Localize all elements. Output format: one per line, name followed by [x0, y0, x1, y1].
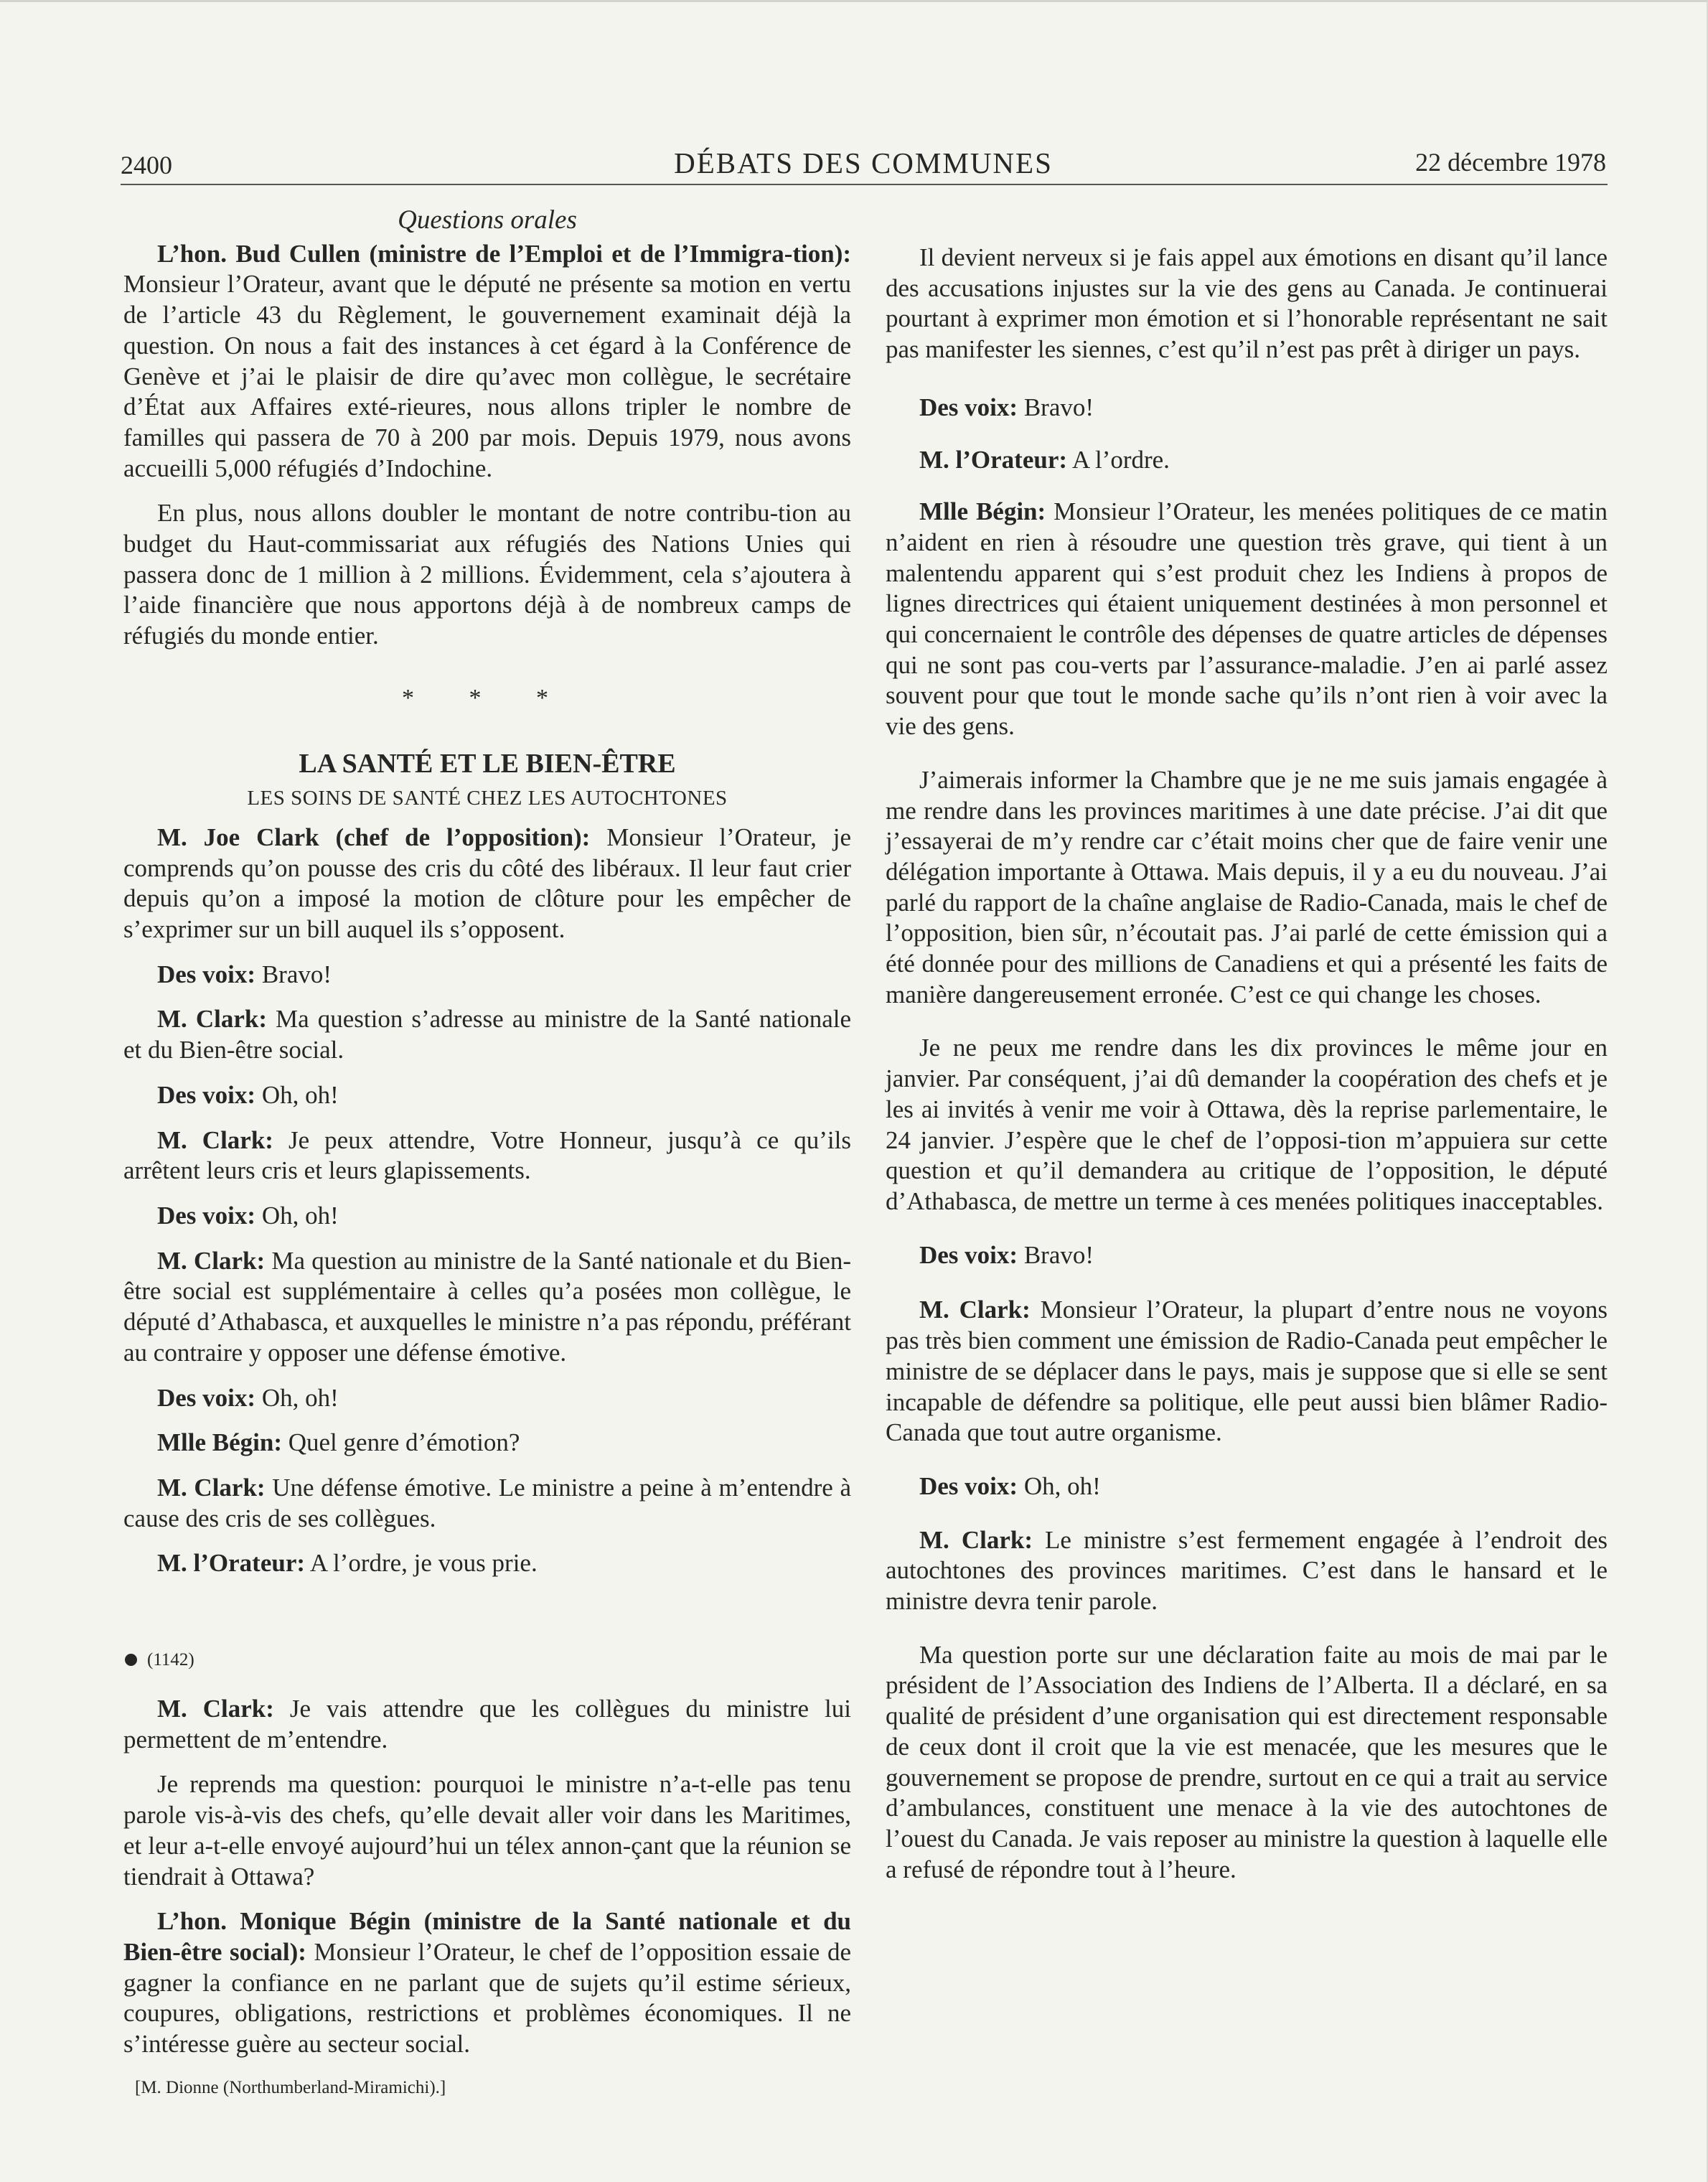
speech-paragraph: Il devient nerveux si je fais appel aux émotions en disant qu’il lance des accusations injustes sur la vie des gens au Canada. Je continuerai pourtant à exprimer mon émotion et si l’honorable représentant ne sait pas manifester les siennes, c’est qu’il n’est pas prêt à diriger un pays. [886, 243, 1608, 364]
speech-paragraph [886, 497, 1608, 742]
speaker-label: M. Joe Clark (chef de l’opposition): [157, 823, 591, 851]
left-column-top [123, 205, 851, 1593]
speech-paragraph [123, 1548, 851, 1579]
speaker-label: L’hon. Monique Bégin (ministre de la Santé nationale et du Bien-être social): [123, 1907, 851, 1966]
speech-paragraph [886, 1240, 1608, 1271]
speech-text: Bravo! [1018, 393, 1094, 421]
speaker-label: Des voix: [919, 1471, 1018, 1500]
speech-text: Bravo! [1018, 1240, 1094, 1269]
speech-text: Oh, oh! [255, 1080, 339, 1109]
speech-text: A l’ordre, je vous prie. [305, 1549, 538, 1578]
speech-paragraph [886, 1471, 1608, 1502]
speech-paragraph: Je reprends ma question: pourquoi le ministre n’a-t-elle pas tenu parole vis-à-vis des chefs, qu’elle devait aller voir dans les Maritimes, et leur a-t-elle envoyé aujourd’hui un télex annon-çant que la réunion se tiendrait à Ottawa? [123, 1770, 851, 1891]
speech-paragraph: Je ne peux me rendre dans les dix provinces le même jour en janvier. Par conséquent, j’ai dû demander la coopération des chefs et je les ai invités à venir me voir à Ottawa, dès la reprise parlementaire, le 24 janvier. J’espère que le chef de l’opposi-tion m’appuiera sur cette question et qu’il demandera au critique de l’opposition, le député d’Athabasca, de mettre un terme à ces menées politiques inacceptables. [886, 1034, 1608, 1215]
speech-paragraph [123, 1125, 851, 1186]
speaker-label: M. Clark: [157, 1246, 266, 1275]
time-marker-text: (1142) [147, 1650, 194, 1670]
speech-text: Bravo! [255, 960, 332, 988]
speech-text: Monsieur l’Orateur, je comprends qu’on pousse des cris du côté des libéraux. Il leur faut crier depuis qu’on a imposé la motion de clôture pour les empêcher de s’exprimer sur un bill auquel ils s’opposent. [123, 823, 851, 944]
speech-paragraph: J’aimerais informer la Chambre que je ne me suis jamais engagée à me rendre dans les provinces maritimes à une date précise. J’ai dit que j’essayerai de m’y rendre car c’était moins cher que de faire venir une délégation importante à Ottawa. Mais depuis, il y a eu du nouveau. J’ai parlé du rapport de la chaîne anglaise de Radio-Canada, mais le chef de l’opposition, bien sûr, n’écoutait pas. J’ai parlé de cette émission qui a été donnée pour des millions de Canadiens et qui a présenté les faits de manière dangereusement erronée. C’est ce qui change les choses. [886, 765, 1608, 1008]
speech-text: Monsieur l’Orateur, avant que le député ne présente sa motion en vertu de l’article 43 du Règlement, le gouvernement examinait déjà la question. On nous a fait des instances à cet égard à la Conférence de Genève et j’ai le plaisir de dire qu’avec mon collègue, le secrétaire d’État aux Affaires exté-rieures, nous allons tripler le nombre de familles qui passera de 70 à 200 par mois. Depuis 1979, nous avons accueilli 5,000 réfugiés d’Indochine. [123, 270, 851, 482]
speaker-label: M. Clark: [919, 1525, 1033, 1554]
speech-paragraph [123, 1246, 851, 1369]
section-separator: * * * [402, 684, 573, 711]
section-heading: LA SANTÉ ET LE BIEN-ÊTRE [299, 748, 676, 779]
speaker-label: Des voix: [157, 1383, 256, 1412]
page-number: 2400 [121, 151, 172, 179]
speech-paragraph [886, 1295, 1608, 1448]
footer-note: [M. Dionne (Northumberland-Miramichi).] [135, 2078, 446, 2097]
speech-text: Oh, oh! [255, 1383, 339, 1412]
speech-text: Je vais attendre que les collègues du ministre lui permettent de m’entendre. [123, 1695, 851, 1753]
speech-text: Oh, oh! [255, 1201, 339, 1230]
publication-title: DÉBATS DES COMMUNES [674, 146, 1053, 179]
speaker-label: Des voix: [919, 1240, 1018, 1269]
speaker-label: Des voix: [157, 960, 256, 988]
speaker-label: M. Clark: [157, 1125, 273, 1154]
speaker-label: Des voix: [157, 1201, 256, 1230]
left-column-bottom [123, 1694, 851, 2074]
speech-text: Ma question au ministre de la Santé nationale et du Bien-être social est supplémentaire à celles qu’a posées mon collègue, le député d’Athabasca, et auxquelles le ministre n’a pas répondu, préférant au contraire y opposer une défense émotive. [123, 1246, 851, 1367]
speech-text: Quel genre d’émotion? [282, 1428, 520, 1457]
section-subheading: LES SOINS DE SANTÉ CHEZ LES AUTOCHTONES [247, 787, 728, 810]
speech-paragraph: En plus, nous allons doubler le montant de notre contribu-tion au budget du Haut-commissariat aux réfugiés des Nations Unies qui passera donc de 1 million à 2 millions. Évidemment, cela s’ajoutera à l’aide financière que nous apportons déjà à de nombreux camps de réfugiés du monde entier. [123, 499, 851, 650]
bullet-dot-icon [125, 1654, 137, 1666]
speech-text: Monsieur l’Orateur, la plupart d’entre nous ne voyons pas très bien comment une émission de Radio-Canada peut empêcher le ministre de se déplacer dans le pays, mais je suppose que si elle se sent incapable de défendre sa politique, elle peut aussi bien blâmer Radio-Canada que tout autre organisme. [886, 1296, 1608, 1447]
speaker-label: Mlle Bégin: [919, 497, 1046, 526]
speech-paragraph [886, 1525, 1608, 1617]
running-head [121, 146, 1606, 183]
speaker-label: M. Clark: [157, 1473, 266, 1502]
time-marker [123, 1649, 194, 1671]
speech-paragraph [123, 1694, 851, 1755]
speech-paragraph: Ma question porte sur une déclaration faite au mois de mai par le président de l’Association des Indiens de l’Alberta. Il a déclaré, en sa qualité de président d’une organisation qui est directement responsable de ceux dont il croit que la vie est menacée, que les mesures que le gouvernement se propose de prendre, surtout en ce qui a trait au service d’ambulances, constituent une menace à la vie des autochtones de l’ouest du Canada. Je vais reposer au ministre la question à laquelle elle a refusé de répondre tout à l’heure. [886, 1640, 1608, 1883]
speech-text: Une défense émotive. Le ministre a peine à m’entendre à cause des cris de ses collègues. [123, 1473, 851, 1532]
speech-text: Monsieur l’Orateur, le chef de l’opposition essaie de gagner la confiance en ne parlant que de sujets qu’il estime sérieux, coupures, obligations, restrictions et problèmes économiques. Il ne s’intéresse guère au secteur social. [123, 1937, 852, 2059]
speaker-label: M. l’Orateur: [157, 1549, 306, 1578]
header-rule [121, 184, 1608, 185]
speech-text: Ma question s’adresse au ministre de la Santé nationale et du Bien-être social. [123, 1005, 851, 1064]
speech-paragraph [886, 445, 1608, 476]
speech-text: Monsieur l’Orateur, les menées politiques de ce matin n’aident en rien à résoudre une question très grave, qui tient à un malentendu apparent qui s’est produit chez les Indiens à propos de lignes directrices qui étaient uniquement destinées à mon personnel et qui concernaient le contrôle des dépenses de quatre articles de dépenses qui ne sont pas cou-verts par l’assurance-maladie. J’en ai parlé assez souvent pour que tout le monde sache qu’ils n’ont rien à voir avec la vie des gens. [886, 497, 1608, 741]
speech-paragraph [123, 1004, 851, 1065]
speech-paragraph [123, 1201, 851, 1232]
speech-paragraph [123, 1080, 851, 1111]
speech-paragraph [123, 960, 851, 991]
speaker-label: Mlle Bégin: [157, 1428, 282, 1457]
publication-date: 22 décembre 1978 [1415, 148, 1606, 177]
speaker-label: M. Clark: [157, 1005, 267, 1034]
speaker-label: L’hon. Bud Cullen (ministre de l’Emploi et de l’Immigra-tion): [157, 239, 851, 268]
speech-paragraph [123, 823, 851, 945]
speech-paragraph [123, 239, 851, 484]
speech-paragraph [886, 393, 1608, 423]
section-title: Questions orales [398, 205, 577, 235]
speech-paragraph [123, 1906, 851, 2060]
speech-text: Oh, oh! [1018, 1471, 1101, 1500]
speaker-label: Des voix: [919, 393, 1018, 421]
speech-paragraph [123, 1428, 851, 1458]
speaker-label: M. Clark: [157, 1695, 274, 1723]
speech-text: Le ministre s’est fermement engagée à l’endroit des autochtones des provinces maritimes. C’est dans le hansard et le ministre devra tenir parole. [886, 1525, 1608, 1616]
speaker-label: M. l’Orateur: [919, 445, 1068, 474]
speech-paragraph [123, 1473, 851, 1534]
speaker-label: Des voix: [157, 1080, 256, 1109]
speech-text: A l’ordre. [1067, 445, 1170, 474]
speaker-label: M. Clark: [919, 1296, 1031, 1324]
speech-paragraph [123, 1383, 851, 1414]
speech-text: Je peux attendre, Votre Honneur, jusqu’à ce qu’ils arrêtent leurs cris et leurs glapissements. [123, 1125, 851, 1185]
right-column [886, 243, 1608, 1899]
